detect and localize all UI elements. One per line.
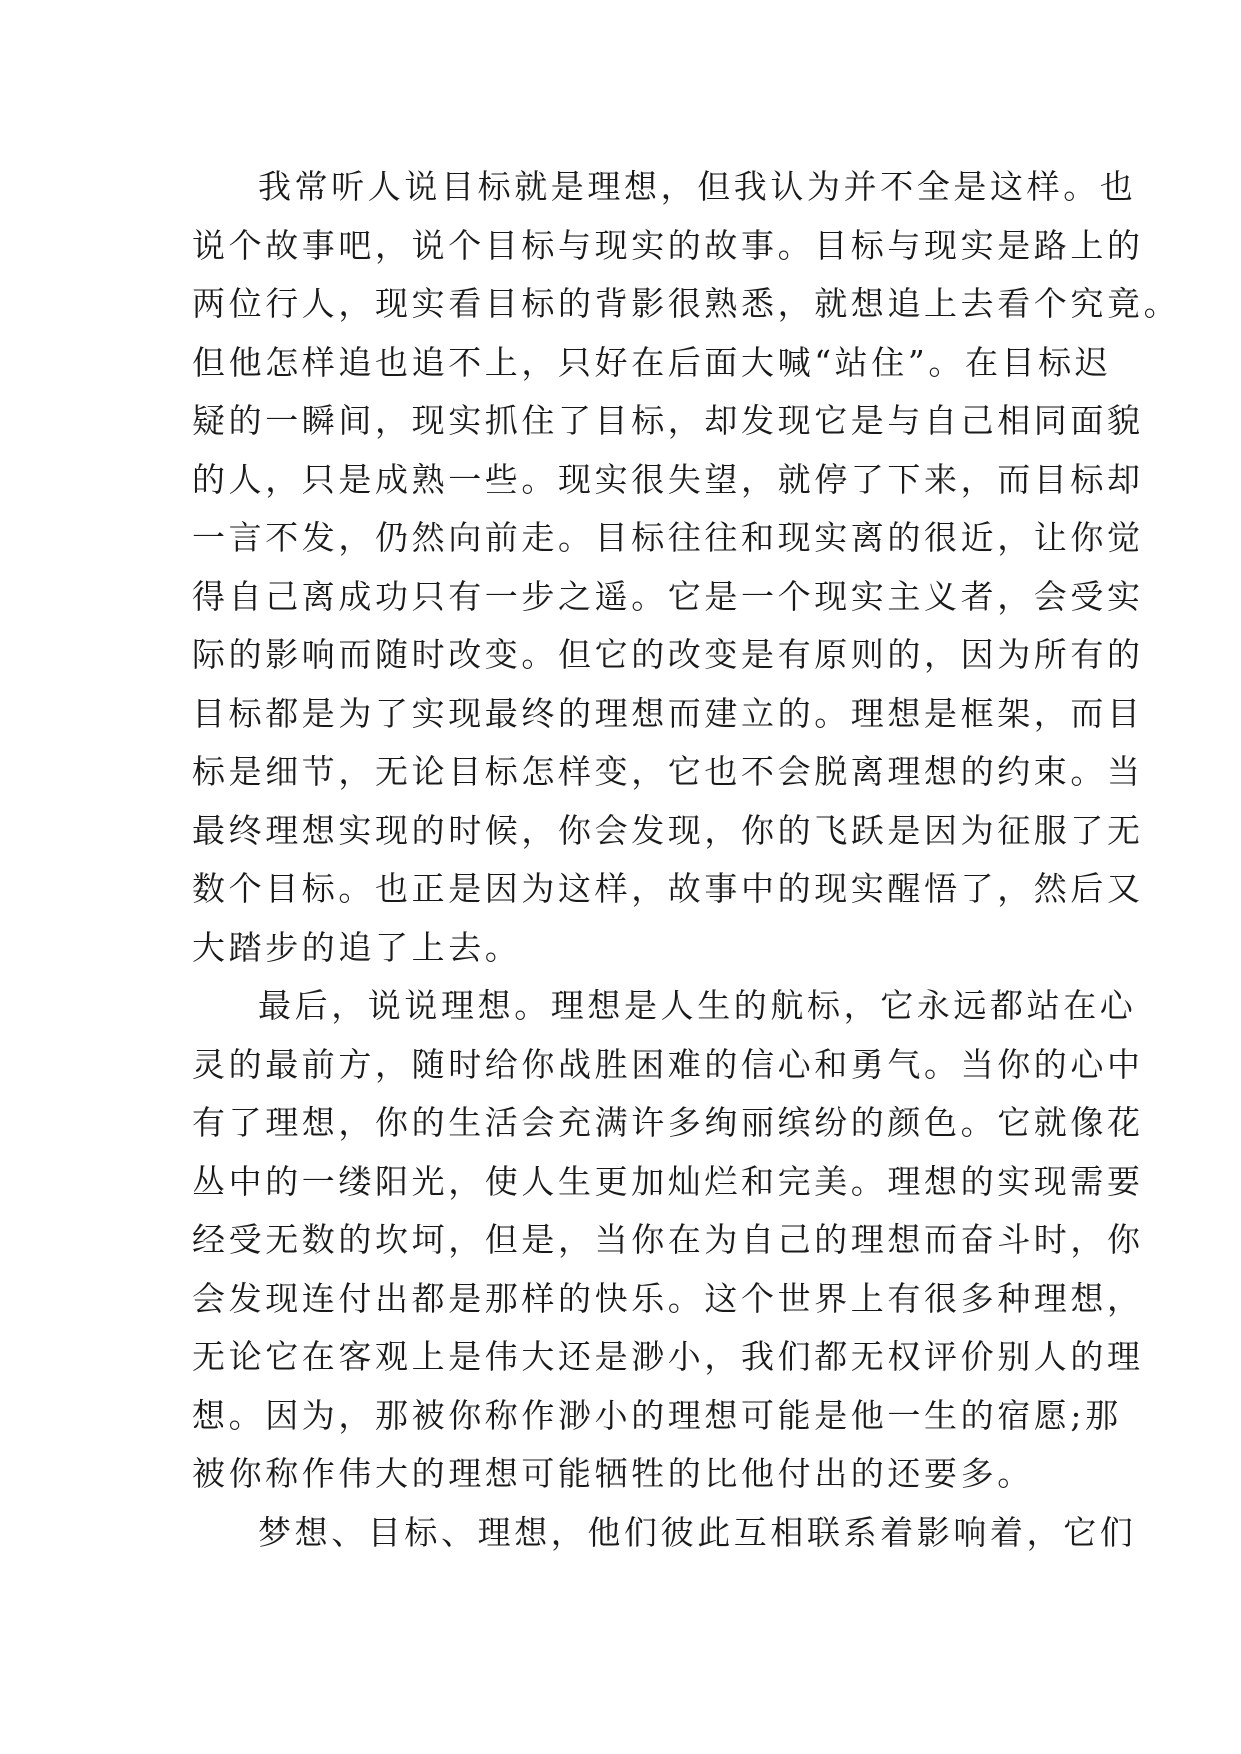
text-line: 想。因为，那被你称作渺小的理想可能是他一生的宿愿;那 [192,1395,1122,1435]
text-line: 经受无数的坎坷，但是，当你在为自己的理想而奋斗时，你 [192,1220,1144,1259]
text-line: 目标都是为了实现最终的理想而建立的。理想是框架，而目 [192,693,1144,733]
text-line: 被你称作伟大的理想可能牺牲的比他付出的还要多。 [192,1454,1034,1493]
text-line: 最后，说说理想。理想是人生的航标，它永远都站在心 [258,986,1137,1025]
text-line: 一言不发，仍然向前走。目标往往和现实离的很近，让你觉 [192,518,1144,557]
text-line: 丛中的一缕阳光，使人生更加灿烂和完美。理想的实现需要 [192,1161,1144,1201]
text-line: 最终理想实现的时候，你会发现，你的飞跃是因为征服了无 [192,810,1144,850]
text-line: 灵的最前方，随时给你战胜困难的信心和勇气。当你的心中 [192,1044,1144,1084]
document-body [192,158,1181,1562]
text-line: 数个目标。也正是因为这样，故事中的现实醒悟了，然后又 [192,869,1144,908]
text-line: 际的影响而随时改变。但它的改变是有原则的，因为所有的 [192,635,1144,674]
text-line: 的人，只是成熟一些。现实很失望，就停了下来，而目标却 [192,459,1144,499]
text-line: 标是细节，无论目标怎样变，它也不会脱离理想的约束。当 [192,752,1144,791]
paragraph-ideals [192,977,1144,1504]
text-line: 有了理想，你的生活会充满许多绚丽缤纷的颜色。它就像花 [192,1103,1144,1142]
text-line: 梦想、目标、理想，他们彼此互相联系着影响着，它们 [258,1512,1137,1552]
text-line: 说个故事吧，说个目标与现实的故事。目标与现实是路上的 [192,225,1144,265]
text-line: 疑的一瞬间，现实抓住了目标，却发现它是与自己相同面貌 [192,401,1144,440]
text-line: 但他怎样追也追不上，只好在后面大喊“站住”。在目标迟 [192,342,1112,382]
paragraph-goal-and-reality [192,158,1181,977]
text-line: 得自己离成功只有一步之遥。它是一个现实主义者，会受实 [192,576,1144,616]
text-line: 我常听人说目标就是理想，但我认为并不全是这样。也 [258,167,1137,206]
text-line: 两位行人，现实看目标的背影很熟悉，就想追上去看个究竟。 [192,284,1181,323]
text-line: 大踏步的追了上去。 [192,927,522,967]
paragraph-dreams-goals-ideals [192,1504,1137,1563]
text-line: 会发现连付出都是那样的快乐。这个世界上有很多种理想， [192,1278,1144,1318]
text-line: 无论它在客观上是伟大还是渺小，我们都无权评价别人的理 [192,1337,1144,1376]
